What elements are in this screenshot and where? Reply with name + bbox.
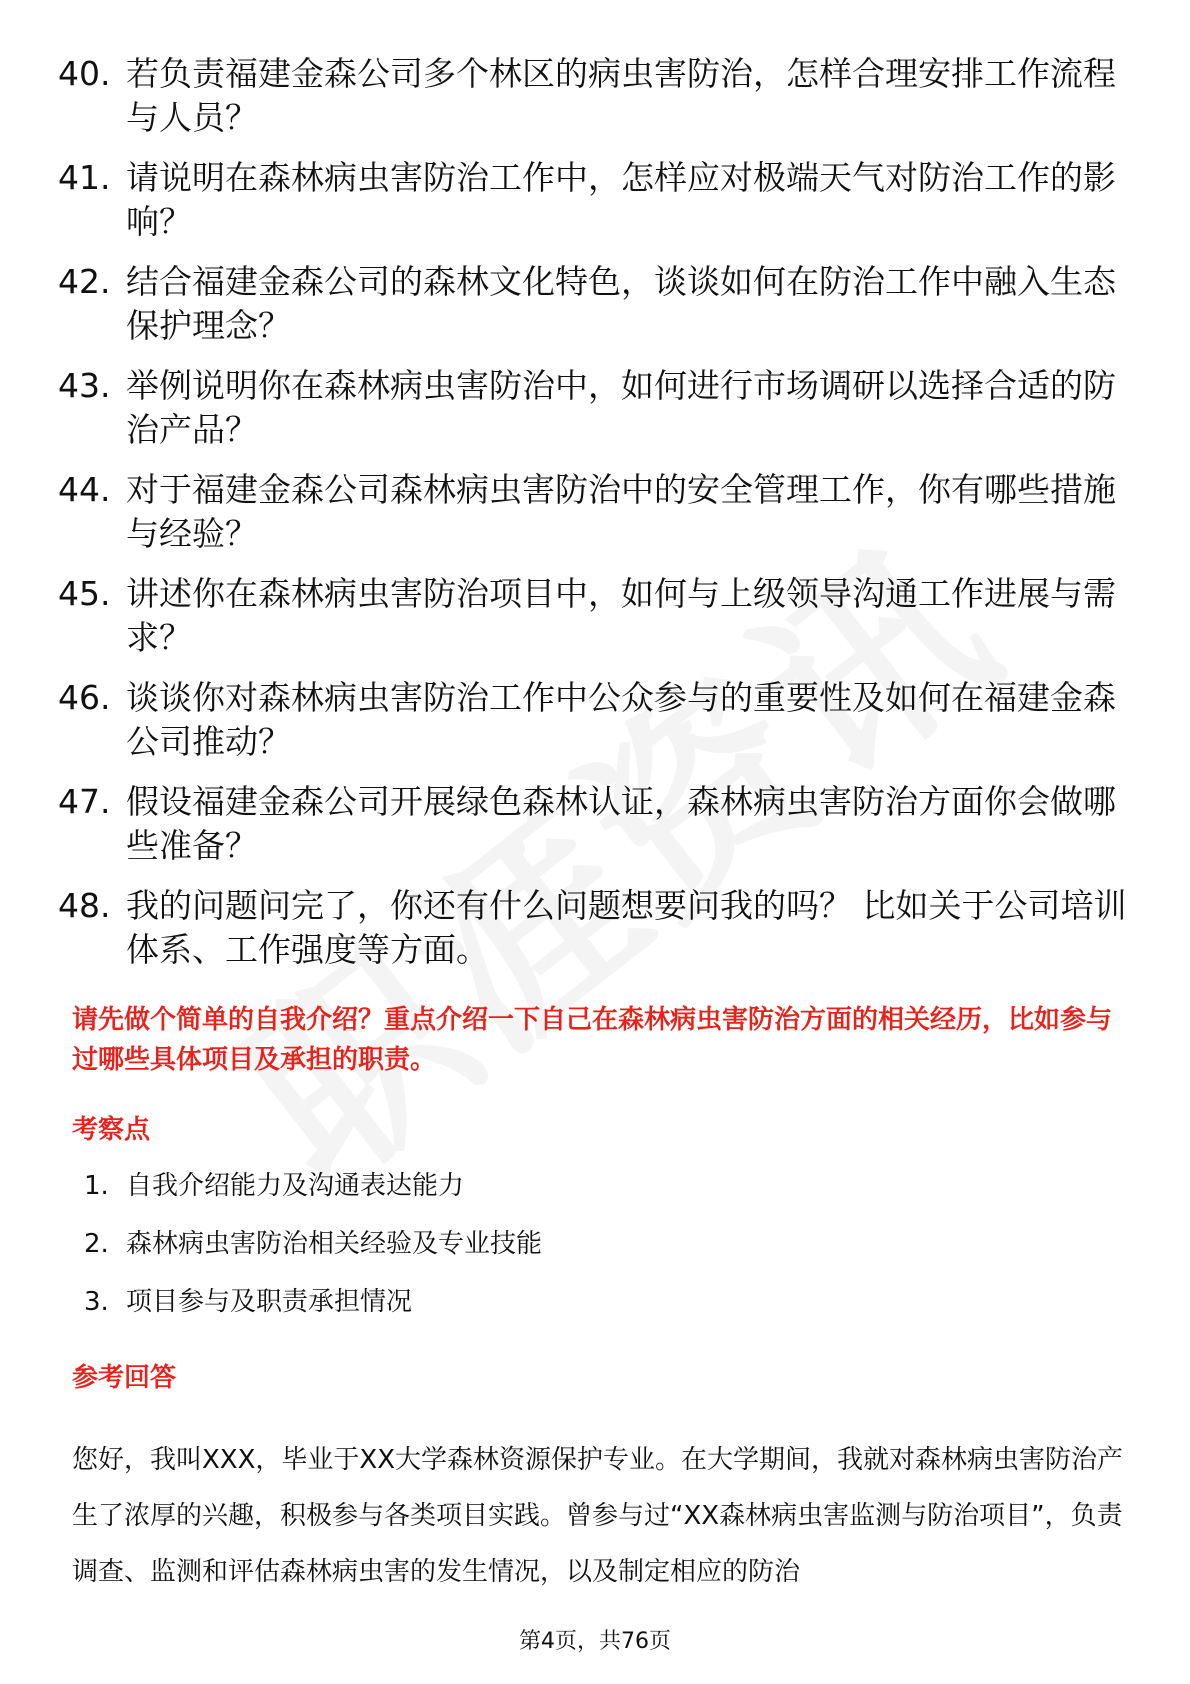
- question-number: 44.: [58, 470, 111, 509]
- assessment-points: [84, 1168, 542, 1342]
- question-text: 请说明在森林病虫害防治工作中，怎样应对极端天气对防治工作的影响？: [126, 158, 1116, 241]
- highlight-question: 请先做个简单的自我介绍？重点介绍一下自己在森林病虫害防治方面的相关经历，比如参与过哪些具体项目及承担的职责。: [72, 1005, 1113, 1075]
- assessment-point: [84, 1168, 542, 1204]
- question-text: 假设福建金森公司开展绿色森林认证，森林病虫害防治方面你会做哪些准备？: [126, 782, 1116, 865]
- reference-title: 参考回答: [72, 1363, 177, 1393]
- question-number: 46.: [58, 678, 111, 717]
- point-number: 1.: [84, 1171, 109, 1201]
- question-text: 结合福建金森公司的森林文化特色，谈谈如何在防治工作中融入生态保护理念？: [126, 262, 1116, 345]
- question-text: 若负责福建金森公司多个林区的病虫害防治，怎样合理安排工作流程与人员？: [126, 54, 1116, 137]
- question-item: [58, 780, 1138, 868]
- question-item: [58, 156, 1138, 244]
- question-text: 对于福建金森公司森林病虫害防治中的安全管理工作，你有哪些措施与经验？: [126, 470, 1116, 553]
- question-number: 48.: [58, 886, 111, 925]
- question-number: 42.: [58, 262, 111, 301]
- question-list: [58, 52, 1138, 988]
- question-number: 47.: [58, 782, 111, 821]
- point-text: 自我介绍能力及沟通表达能力: [126, 1171, 465, 1201]
- question-item: [58, 676, 1138, 764]
- question-number: 43.: [58, 366, 111, 405]
- point-number: 2.: [84, 1229, 109, 1259]
- assessment-point: [84, 1226, 542, 1262]
- question-number: 40.: [58, 54, 111, 93]
- point-number: 3.: [84, 1287, 109, 1317]
- question-item: [58, 468, 1138, 556]
- question-text: 讲述你在森林病虫害防治项目中，如何与上级领导沟通工作进展与需求？: [126, 574, 1116, 657]
- point-text: 项目参与及职责承担情况: [126, 1287, 413, 1317]
- question-item: [58, 52, 1138, 140]
- question-text: 举例说明你在森林病虫害防治中，如何进行市场调研以选择合适的防治产品？: [126, 366, 1116, 449]
- question-item: [58, 260, 1138, 348]
- point-text: 森林病虫害防治相关经验及专业技能: [126, 1229, 543, 1259]
- assessment-point: [84, 1284, 542, 1320]
- question-item: [58, 572, 1138, 660]
- question-item: [58, 884, 1138, 972]
- question-number: 41.: [58, 158, 111, 197]
- assessment-title: 考察点: [72, 1115, 151, 1145]
- question-text: 我的问题问完了，你还有什么问题想要问我的吗？ 比如关于公司培训体系、工作强度等方面。: [126, 886, 1127, 969]
- question-number: 45.: [58, 574, 111, 613]
- question-item: [58, 364, 1138, 452]
- page-footer: 第4页，共76页: [519, 1629, 671, 1654]
- reference-answer: 您好，我叫XXX，毕业于XX大学森林资源保护专业。在大学期间，我就对森林病虫害防治产生了浓厚的兴趣，积极参与各类项目实践。曾参与过“XX森林病虫害监测与防治项目”，负责调查、监测和评估森林病虫害的发生情况，以及制定相应的防治: [72, 1445, 1124, 1587]
- question-text: 谈谈你对森林病虫害防治工作中公众参与的重要性及如何在福建金森公司推动？: [126, 678, 1116, 761]
